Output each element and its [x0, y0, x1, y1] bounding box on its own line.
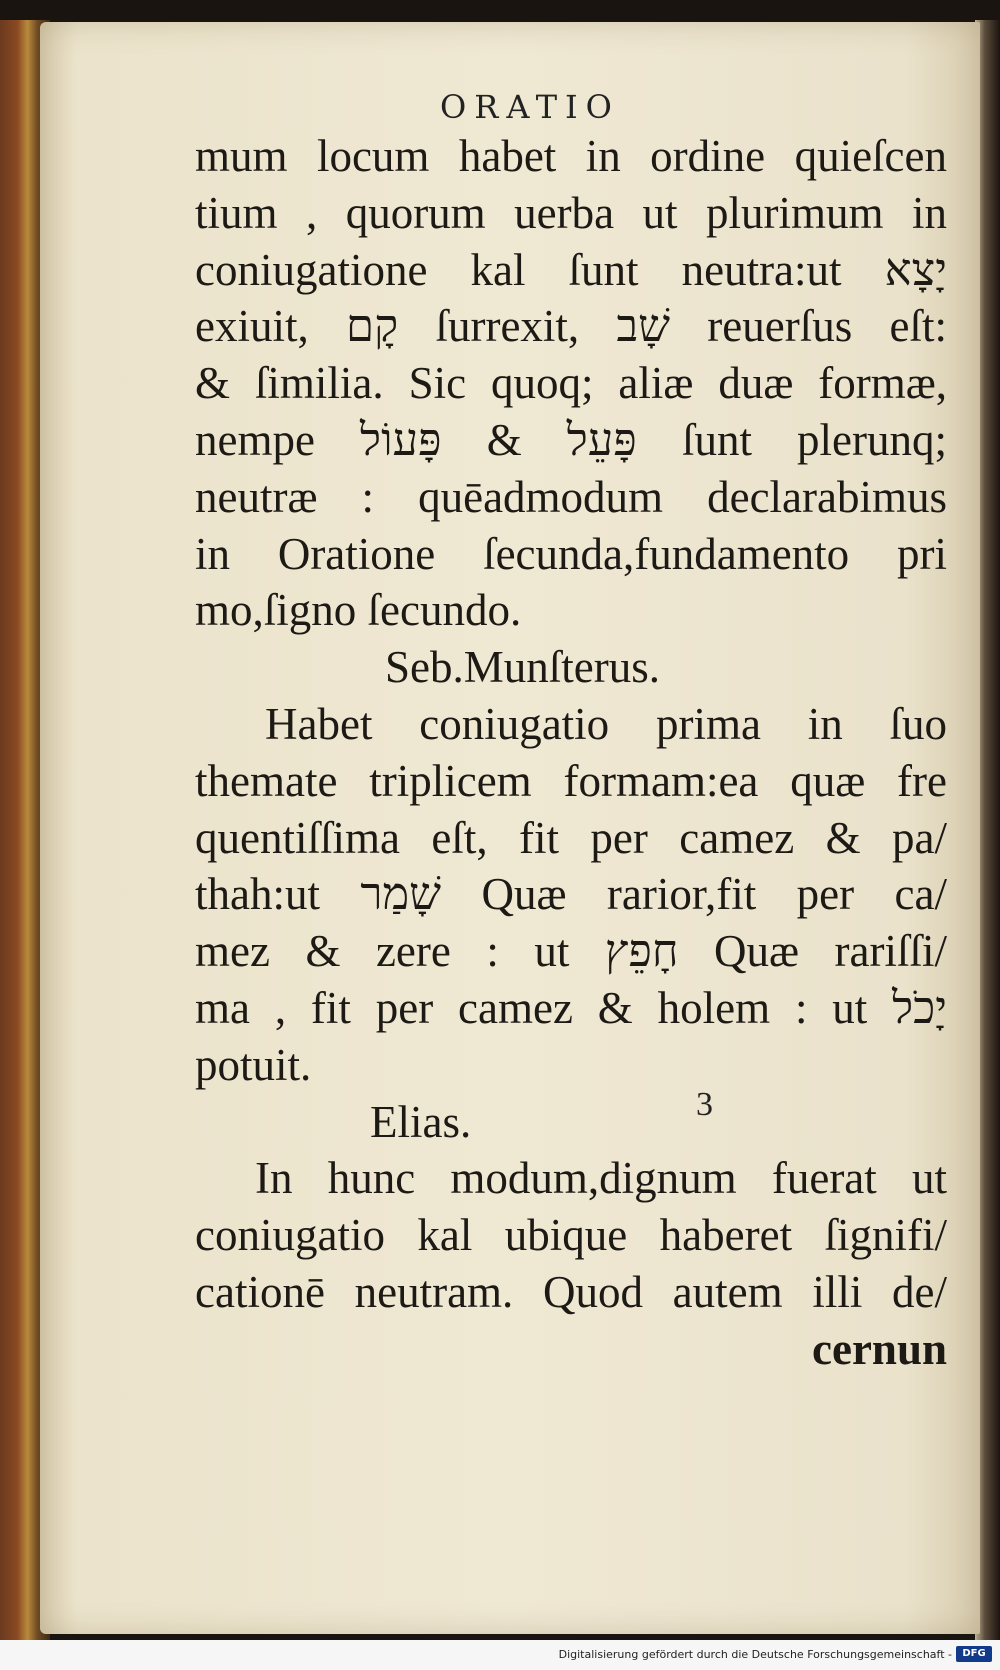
text-line: coniugatio kal ubique haberet ſignifi/ — [195, 1210, 947, 1261]
text-line: thah:ut שָׁמַר Quæ rarior,fit per ca/ — [195, 869, 947, 920]
text-line: in Oratione ſecunda,fundamento pri — [195, 528, 947, 579]
catchword: cernun — [812, 1323, 947, 1374]
text-line: cationē neutram. Quod autem illi de/ — [195, 1266, 947, 1317]
section-heading: Elias. — [370, 1096, 472, 1147]
text-line: exiuit, קָם ſurrexit, שָׁב reuerſus eſt: — [195, 301, 947, 352]
text-line: mez & zere : ut חָפֵץ Quæ rariſſi/ — [195, 926, 947, 977]
text-line: coniugatione kal ſunt neutra:ut יָצָא — [195, 244, 947, 295]
text-line: quentiſſima eſt, fit per camez & pa/ — [195, 812, 947, 863]
footer-credit: Digitalisierung gefördert durch die Deutsche Forschungsgemeinschaft - — [558, 1648, 952, 1661]
signature-mark: 3 — [696, 1086, 713, 1123]
text-line: & ſimilia. Sic quoq; aliæ duæ formæ, — [195, 358, 947, 409]
text-line: Habet coniugatio prima in ſuo — [265, 698, 947, 749]
text-line: potuit. — [195, 1039, 312, 1090]
dfg-logo-icon: DFG — [956, 1646, 992, 1662]
text-line: In hunc modum,dignum fuerat ut — [255, 1153, 947, 1204]
text-line: neutræ : quēadmodum declarabimus — [195, 471, 947, 522]
text-line: tium , quorum uerba ut plurimum in — [195, 187, 947, 238]
page-body — [195, 128, 947, 1378]
text-line: mo,ſigno ſecundo. — [195, 585, 522, 636]
text-line: nempe פָּעֵל & פָּעוֹל ſunt plerunq; — [195, 414, 948, 465]
text-line: themate triplicem formam:ea quæ fre — [195, 755, 947, 806]
text-line: mum locum habet in ordine quieſcen — [195, 131, 947, 181]
section-heading: Seb.Munſterus. — [385, 642, 660, 693]
text-line: ma , fit per camez & holem : ut יָכֹל — [195, 982, 947, 1033]
footer-bar — [0, 1640, 1000, 1670]
running-header: ORATIO — [440, 88, 620, 126]
